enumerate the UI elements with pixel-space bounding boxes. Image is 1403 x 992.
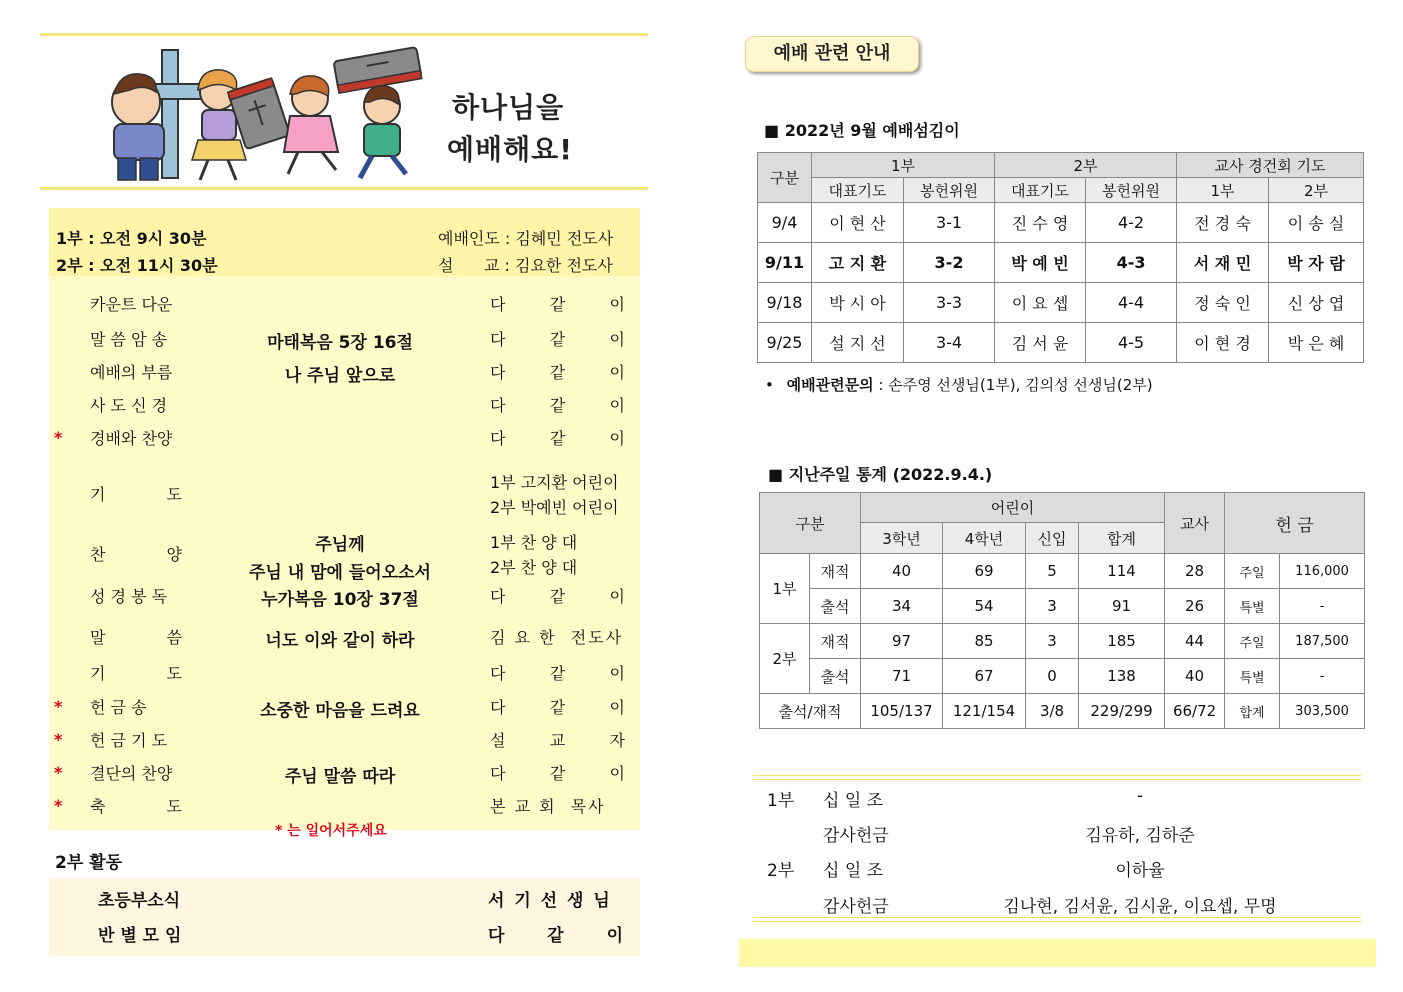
order-item-leader-part: 같: [549, 396, 566, 415]
order-item-name-part: 씀: [166, 628, 182, 647]
duty-subhead: 1부: [1177, 178, 1269, 203]
order-item-leader-part: 이: [609, 587, 625, 606]
service-time-2: 2부 : 오전 11시 30분: [56, 256, 218, 275]
order-item-leader: [490, 761, 625, 784]
offering-value: -: [1280, 589, 1365, 624]
table-row: [758, 203, 1364, 243]
stats-title: ■ 지난주일 통계 (2022.9.4.): [768, 465, 993, 484]
duty-subhead: 2부: [1269, 178, 1364, 203]
stats-teacher: 교사: [1165, 493, 1225, 554]
order-item-content: 소중한 마음을 드려요: [260, 701, 420, 721]
stats-total-value: 3/8: [1026, 694, 1079, 729]
required-stand-star: *: [54, 796, 63, 815]
order-item-leader-part: 같: [549, 363, 566, 382]
order-item-leader-part: 같: [549, 587, 566, 606]
duty-cell: 전 경 숙: [1177, 203, 1269, 243]
order-item-leader: 김 요 한 전도사: [490, 628, 624, 647]
top-rule: [40, 33, 648, 36]
duty-col-group: 구분: [758, 153, 812, 203]
table-row-total: [760, 694, 1365, 729]
order-item-leader-part: 같: [549, 429, 566, 448]
service-time-1: 1부 : 오전 9시 30분: [56, 229, 207, 248]
table-row: [758, 243, 1364, 283]
kids-worship-illustration: [100, 44, 430, 186]
duty-cell: 설 지 선: [812, 323, 904, 363]
stats-kind: 재적: [810, 554, 861, 589]
stats-value: 40: [861, 554, 943, 589]
offering-bottom-rule: [753, 917, 1361, 922]
order-item-leader-part: 이: [609, 764, 625, 783]
order-item-name: [90, 542, 182, 565]
stats-kind: 출석: [810, 659, 861, 694]
duty-cell: 고 지 환: [812, 243, 904, 283]
bullet: •: [765, 376, 774, 394]
title-line-1: 하나님을: [452, 91, 565, 124]
order-item-leader-part: 자: [609, 731, 625, 750]
inquiry-label: 예배관련문의: [786, 376, 874, 394]
duty-cell: 정 숙 인: [1177, 283, 1269, 323]
standing-note: * 는 일어서주세요: [275, 823, 387, 839]
stats-value: 69: [943, 554, 1026, 589]
order-item-leader: 본 교 회 목사: [490, 797, 606, 816]
order-item-leader-part: 같: [549, 330, 566, 349]
offering-value: 116,000: [1280, 554, 1365, 589]
duty-cell: 3-4: [904, 323, 995, 363]
duty-cell: 박 자 람: [1269, 243, 1364, 283]
order-item-name-part: 기: [90, 664, 106, 683]
stats-subhead: 4학년: [943, 523, 1026, 554]
activities-title: 2부 활동: [55, 853, 123, 873]
order-item-name-part: 기: [90, 485, 106, 504]
duty-cell: 진 수 영: [995, 203, 1086, 243]
offering-type: 감사헌금: [823, 826, 889, 846]
duty-title: ■ 2022년 9월 예배섬김이: [764, 121, 960, 140]
stats-kind: 출석: [810, 589, 861, 624]
required-stand-star: *: [54, 730, 63, 749]
order-item-leader-part: 같: [549, 764, 566, 783]
duty-cell: 4-3: [1086, 243, 1177, 283]
duty-cell: 4-2: [1086, 203, 1177, 243]
duty-subhead: 봉헌위원: [1086, 178, 1177, 203]
order-item-leader-part: 다: [490, 363, 506, 382]
order-item-leader-part: 다: [490, 587, 506, 606]
order-item-name: 말 씀 암 송: [90, 330, 168, 349]
order-item-name: [90, 482, 182, 505]
order-item-leader-part: 같: [549, 698, 566, 717]
duty-cell: 이 요 셉: [995, 283, 1086, 323]
duty-group-3: 교사 경건회 기도: [1177, 153, 1364, 178]
offering-label: 주일: [1225, 624, 1280, 659]
duty-cell: 박 시 아: [812, 283, 904, 323]
stats-value: 34: [861, 589, 943, 624]
duty-date: 9/4: [758, 203, 812, 243]
stats-table: [759, 492, 1365, 729]
offering-total-value: 303,500: [1280, 694, 1365, 729]
duty-date: 9/18: [758, 283, 812, 323]
order-item-leader-part: 이: [609, 330, 625, 349]
order-item-content: 누가복음 10장 37절: [261, 590, 419, 610]
stats-subhead: 신입: [1026, 523, 1079, 554]
duty-cell: 이 송 실: [1269, 203, 1364, 243]
duty-table: [757, 152, 1364, 363]
order-item-leader: [490, 695, 625, 718]
stats-value: 138: [1079, 659, 1165, 694]
offering-names: 이하율: [1115, 861, 1165, 881]
stats-children: 어린이: [861, 493, 1165, 523]
stats-col-group: 구분: [760, 493, 861, 554]
order-item-leader: [490, 426, 625, 449]
section-pill: 예배 관련 안내: [745, 36, 919, 72]
order-item-leader-part: 다: [490, 764, 506, 783]
inquiry-line: [765, 374, 1153, 395]
order-item-name: 예배의 부름: [90, 363, 173, 382]
required-stand-star: *: [54, 697, 63, 716]
stats-value: 54: [943, 589, 1026, 624]
order-item-leader-part: 이: [609, 363, 625, 382]
order-item-leader-part: 이: [609, 295, 625, 314]
inquiry-text: : 손주영 선생님(1부), 김의성 선생님(2부): [873, 376, 1153, 394]
order-item-name: [90, 661, 182, 684]
activity-who-2-part: 이: [606, 926, 623, 946]
order-item-leader-part: 이: [609, 664, 625, 683]
stats-total-value: 229/299: [1079, 694, 1165, 729]
order-item-leader: [490, 292, 625, 315]
order-item-name-part: 말: [90, 628, 106, 647]
preacher: 설 교 : 김요한 전도사: [438, 256, 613, 275]
required-stand-star: *: [54, 763, 63, 782]
offering-value: 187,500: [1280, 624, 1365, 659]
stats-value: 91: [1079, 589, 1165, 624]
order-item-leader: [490, 584, 625, 607]
footer-band: [739, 939, 1376, 967]
order-item-leader-part: 다: [490, 429, 506, 448]
offering-label: 주일: [1225, 554, 1280, 589]
order-item-leader-part: 다: [490, 698, 506, 717]
duty-cell: 이 현 산: [812, 203, 904, 243]
table-row: [760, 589, 1365, 624]
duty-date: 9/25: [758, 323, 812, 363]
stats-total-value: 105/137: [861, 694, 943, 729]
stats-value: 26: [1165, 589, 1225, 624]
stats-value: 185: [1079, 624, 1165, 659]
offering-type: 십 일 조: [823, 791, 884, 811]
order-item-content-2: 주님 내 맘에 들어오소서: [249, 563, 431, 583]
duty-subhead: 봉헌위원: [904, 178, 995, 203]
order-item-leader-part: 이: [609, 396, 625, 415]
order-item-name-part: 도: [166, 664, 182, 683]
stats-total-value: 66/72: [1165, 694, 1225, 729]
order-item-leader-part: 교: [549, 731, 566, 750]
offering-total-label: 합계: [1225, 694, 1280, 729]
order-item-leader: 1부 고지환 어린이: [490, 473, 619, 492]
order-item-leader-part: 이: [609, 429, 625, 448]
offering-type: 감사헌금: [823, 897, 889, 917]
order-item-leader-part: 다: [490, 396, 506, 415]
order-item-content: 주님 말씀 따라: [284, 767, 396, 787]
stats-value: 40: [1165, 659, 1225, 694]
offering-part: 1부: [767, 791, 795, 811]
table-row: [760, 624, 1365, 659]
order-item-leader: [490, 327, 625, 350]
table-row: [758, 323, 1364, 363]
stats-value: 5: [1026, 554, 1079, 589]
order-item-leader-part: 이: [609, 698, 625, 717]
stats-part: 1부: [760, 554, 810, 624]
offering-names: 김유하, 김하준: [1085, 826, 1195, 846]
order-item-leader-2: 2부 박예빈 어린이: [490, 498, 619, 517]
order-item-name: 경배와 찬양: [90, 429, 173, 448]
stats-value: 0: [1026, 659, 1079, 694]
header-rule: [40, 187, 648, 190]
stats-kind: 재적: [810, 624, 861, 659]
order-item-name: 카운트 다운: [90, 295, 173, 314]
stats-value: 3: [1026, 624, 1079, 659]
order-item-leader-part: 같: [549, 295, 566, 314]
order-item-leader-part: 같: [549, 664, 566, 683]
order-item-leader: 1부 찬 양 대: [490, 533, 578, 552]
order-item-content: 마태복음 5장 16절: [267, 333, 413, 353]
order-item-name: 성 경 봉 독: [90, 587, 168, 606]
activity-who-2-part: 다: [488, 926, 505, 946]
order-item-name: 결단의 찬양: [90, 764, 173, 783]
worship-leader: 예배인도 : 김혜민 전도사: [438, 229, 614, 248]
duty-cell: 신 상 엽: [1269, 283, 1364, 323]
offering-value: -: [1280, 659, 1365, 694]
order-item-leader-part: 설: [490, 731, 506, 750]
duty-date: 9/11: [758, 243, 812, 283]
order-item-name-part: 도: [166, 485, 182, 504]
order-item-leader: [490, 393, 625, 416]
order-item-name: [90, 625, 182, 648]
stats-value: 85: [943, 624, 1026, 659]
title-line-2: 예배해요!: [447, 133, 573, 166]
offering-label: 특별: [1225, 589, 1280, 624]
table-row: [760, 659, 1365, 694]
duty-cell: 이 현 경: [1177, 323, 1269, 363]
order-item-name: 헌 금 송: [90, 698, 147, 717]
duty-cell: 4-5: [1086, 323, 1177, 363]
activity-who-2-part: 같: [547, 926, 564, 946]
stats-total-label: 출석/재적: [760, 694, 861, 729]
order-item-leader: [490, 728, 625, 751]
table-row: [760, 554, 1365, 589]
duty-cell: 3-2: [904, 243, 995, 283]
duty-cell: 서 재 민: [1177, 243, 1269, 283]
stats-value: 114: [1079, 554, 1165, 589]
offering-label: 특별: [1225, 659, 1280, 694]
stats-value: 97: [861, 624, 943, 659]
required-stand-star: *: [54, 428, 63, 447]
stats-part: 2부: [760, 624, 810, 694]
offering-names: -: [1136, 786, 1144, 806]
order-item-name: [90, 794, 182, 817]
order-item-leader-part: 다: [490, 330, 506, 349]
order-item-content: 주님께: [315, 535, 365, 555]
table-row: [758, 283, 1364, 323]
order-item-name: 사 도 신 경: [90, 396, 168, 415]
stats-value: 67: [943, 659, 1026, 694]
order-item-leader-2: 2부 찬 양 대: [490, 558, 578, 577]
order-item-leader: [490, 661, 625, 684]
offering-names: 김나현, 김서윤, 김시윤, 이요셉, 무명: [1003, 897, 1277, 917]
duty-subhead: 대표기도: [812, 178, 904, 203]
stats-value: 28: [1165, 554, 1225, 589]
duty-cell: 3-3: [904, 283, 995, 323]
offering-top-rule: [753, 775, 1361, 780]
offering-part: 2부: [767, 861, 795, 881]
order-item-name-part: 도: [166, 797, 182, 816]
order-item-leader-part: 다: [490, 664, 506, 683]
duty-group-2: 2부: [995, 153, 1177, 178]
duty-cell: 박 은 혜: [1269, 323, 1364, 363]
duty-group-1: 1부: [812, 153, 995, 178]
order-item-name-part: 양: [166, 545, 182, 564]
stats-subhead: 합계: [1079, 523, 1165, 554]
order-item-name-part: 찬: [90, 545, 106, 564]
order-item-leader-part: 다: [490, 295, 506, 314]
duty-cell: 박 예 빈: [995, 243, 1086, 283]
order-item-content: 나 주님 앞으로: [284, 366, 396, 386]
offering-type: 십 일 조: [823, 861, 884, 881]
duty-subhead: 대표기도: [995, 178, 1086, 203]
stats-value: 71: [861, 659, 943, 694]
duty-cell: 3-1: [904, 203, 995, 243]
stats-subhead: 3학년: [861, 523, 943, 554]
stats-value: 3: [1026, 589, 1079, 624]
order-item-content: 너도 이와 같이 하라: [265, 631, 415, 651]
stats-offering: 헌 금: [1225, 493, 1365, 554]
stats-value: 44: [1165, 624, 1225, 659]
activity-who-2: [488, 921, 623, 946]
activity-name-1: 초등부소식: [98, 891, 181, 911]
stats-total-value: 121/154: [943, 694, 1026, 729]
order-item-name: 헌 금 기 도: [90, 731, 168, 750]
activity-who-1: 서 기 선 생 님: [488, 891, 612, 911]
duty-cell: 김 서 윤: [995, 323, 1086, 363]
order-item-leader: [490, 360, 625, 383]
duty-cell: 4-4: [1086, 283, 1177, 323]
order-item-name-part: 축: [90, 797, 106, 816]
activity-name-2: 반 별 모 임: [98, 926, 182, 946]
